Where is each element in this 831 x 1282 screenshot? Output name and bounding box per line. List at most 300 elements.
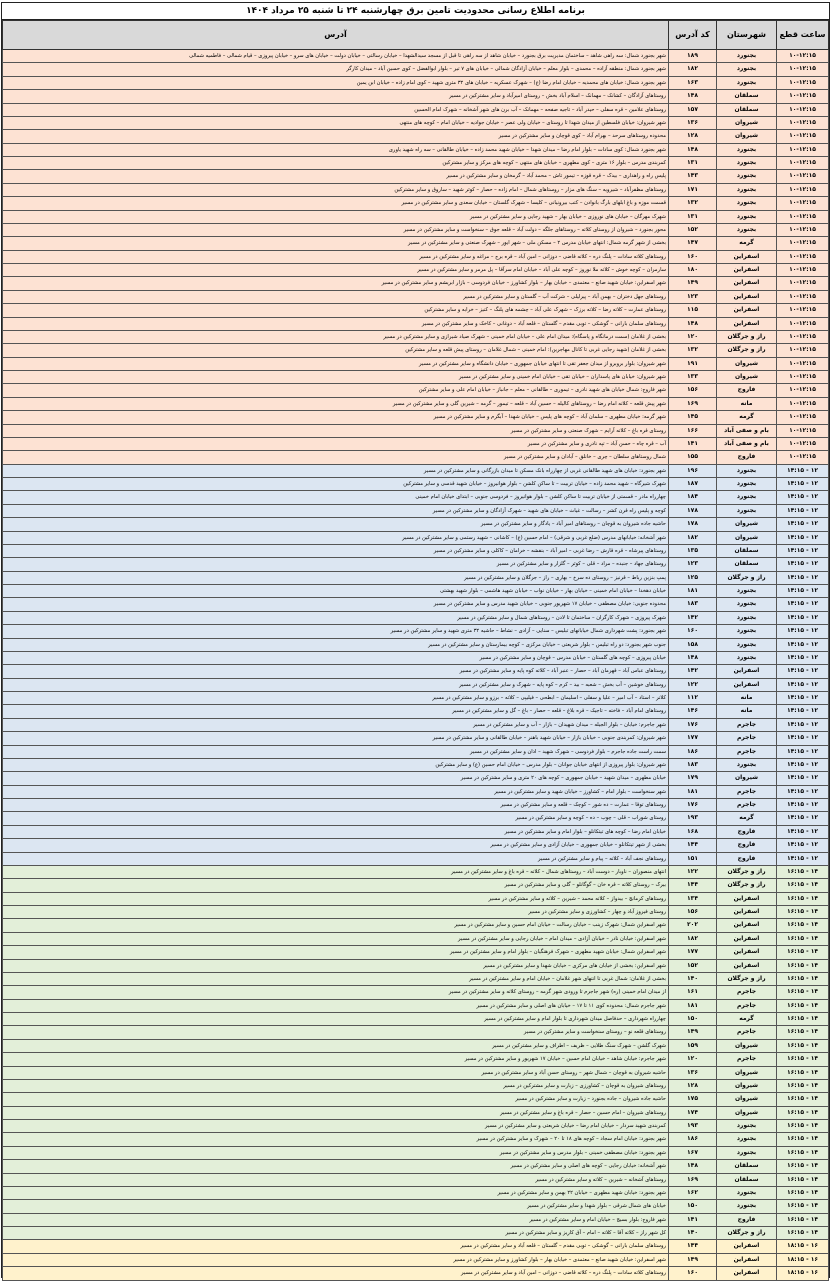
city-cell: گرمه — [717, 411, 777, 424]
address-cell: شهر آشخانه: خیابانهای مدرس (ضلع غربی و شرقی) – امام حسین (ع) – کاشانی – شهید رستمی و سایر مشترکین در مسیر — [3, 531, 669, 544]
table-row — [3, 544, 829, 557]
time-cell: ۱۴ - ۱۶:۱۵ — [777, 1039, 829, 1052]
code-cell: ۱۷۱ — [669, 183, 717, 196]
address-cell: شهرک شیرگاه – شهید محمد زاده – خیابان تربیت – تا ساکن کلشن – بلوار هوانیروز – خیابان شهید قدسی و سایر مشترکین — [3, 478, 669, 491]
code-cell: ۱۲۸ — [669, 1079, 717, 1092]
address-cell: روستاهای سلمان بارانی – گوشکی – توبی مقدم – گلستان – قلعه آباد و سایر مشترکین در مسیر — [3, 1240, 669, 1253]
time-cell: ۱۴ - ۱۶:۱۵ — [777, 1013, 829, 1026]
table-row — [3, 812, 829, 825]
table-row — [3, 183, 829, 196]
time-cell: ۱۲ - ۱۴:۱۵ — [777, 692, 829, 705]
table-row — [3, 197, 829, 210]
time-cell: ۱۲ - ۱۴:۱۵ — [777, 651, 829, 664]
city-cell: بجنورد — [717, 1133, 777, 1146]
table-row — [3, 852, 829, 865]
table-row — [3, 357, 829, 370]
table-row — [3, 1240, 829, 1253]
time-cell: ۱۰-۱۲:۱۵ — [777, 90, 829, 103]
table-row — [3, 785, 829, 798]
table-row — [3, 1213, 829, 1226]
code-cell: ۱۴۹ — [669, 1253, 717, 1266]
table-row — [3, 437, 829, 450]
address-cell: روستاهای مظفرآباد – شیرویه – سنگ های مزار – روستاهای شمال – امام زاده – حصار – کوثر شهید – ساروق و سایر مشترکین — [3, 183, 669, 196]
table-row — [3, 451, 829, 464]
table-row — [3, 50, 829, 63]
time-cell: ۱۲ - ۱۴:۱۵ — [777, 772, 829, 785]
address-cell: بخشی از شهر گرمه شمال: انتهای خیابان مدرس ۲ – مسکن ملی – شهر ایور – شهرک صنعتی و سایر مشترکین در مسیر — [3, 237, 669, 250]
city-cell: بجنورد — [717, 1186, 777, 1199]
address-cell: محدوده روستاهای سرحد – بهرام آباد – کوی قوچان و سایر مشترکین در مسیر — [3, 130, 669, 143]
code-cell: ۱۴۴ — [669, 1240, 717, 1253]
city-cell: بجنورد — [717, 758, 777, 771]
code-cell: ۱۸۲ — [669, 531, 717, 544]
time-cell: ۱۲ - ۱۴:۱۵ — [777, 852, 829, 865]
city-cell: جاجرم — [717, 745, 777, 758]
city-cell: جاجرم — [717, 999, 777, 1012]
time-cell: ۱۲ - ۱۴:۱۵ — [777, 839, 829, 852]
city-cell: بجنورد — [717, 1146, 777, 1159]
time-cell: ۱۲ - ۱۴:۱۵ — [777, 705, 829, 718]
city-cell: بجنورد — [717, 50, 777, 63]
time-cell: ۱۰-۱۲:۱۵ — [777, 317, 829, 330]
city-cell: بجنورد — [717, 478, 777, 491]
table-row — [3, 397, 829, 410]
code-cell: ۱۳۱ — [669, 210, 717, 223]
table-row — [3, 692, 829, 705]
city-cell: اسفراین — [717, 1253, 777, 1266]
city-cell: اسفراین — [717, 932, 777, 945]
time-cell: ۱۲ - ۱۴:۱۵ — [777, 625, 829, 638]
table-row — [3, 90, 829, 103]
time-cell: ۱۰-۱۲:۱۵ — [777, 103, 829, 116]
address-cell: روستاهای جهل دختران – بهمن آباد – پیرلیلی – شرکت آب – گلستان و سایر مشترکین در مسیر — [3, 290, 669, 303]
city-cell: شیروان — [717, 357, 777, 370]
table-row — [3, 1066, 829, 1079]
address-cell: روستاهای آشخانه – شیرین – کلاته و سایر مشترکین در مسیر — [3, 1173, 669, 1186]
time-cell: ۱۲ - ۱۴:۱۵ — [777, 464, 829, 477]
city-cell: اسفراین — [717, 919, 777, 932]
code-cell: ۱۶۱ — [669, 986, 717, 999]
city-cell: شیروان — [717, 371, 777, 384]
city-cell: جاجرم — [717, 732, 777, 745]
table-row — [3, 76, 829, 89]
time-cell: ۱۲ - ۱۴:۱۵ — [777, 638, 829, 651]
city-cell: شیروان — [717, 1079, 777, 1092]
table-row — [3, 264, 829, 277]
code-cell: ۱۹۳ — [669, 1120, 717, 1133]
city-cell: مانه — [717, 692, 777, 705]
time-cell: ۱۲ - ۱۴:۱۵ — [777, 785, 829, 798]
time-cell: ۱۲ - ۱۴:۱۵ — [777, 598, 829, 611]
address-cell: حاشیه جاده شیروان به قوچان – روستاهای امیر آباد – یادگار و سایر مشترکین در مسیر — [3, 518, 669, 531]
address-cell: شهر سنخواست – بلوار امام – کشاورز – خیابان شهید و سایر مشترکین در مسیر — [3, 785, 669, 798]
code-cell: ۱۶۷ — [669, 1146, 717, 1159]
code-cell: ۱۴۸ — [669, 90, 717, 103]
table-row — [3, 1039, 829, 1052]
time-cell: ۱۰-۱۲:۱۵ — [777, 237, 829, 250]
city-cell: فاروج — [717, 825, 777, 838]
address-cell: شهر شیروان: کمربندی جنوبی – خیابان بازار – خیابان شهید باهنر – خیابان طالقانی و سایر مشترکین در مسیر — [3, 732, 669, 745]
code-cell: ۱۸۶ — [669, 745, 717, 758]
time-cell: ۱۰-۱۲:۱۵ — [777, 290, 829, 303]
address-cell: شهر جاجرم شمال: محدوده کوی ۱۱ تا ۱۷ – خیابان های اصلی و سایر مشترکین در مسیر — [3, 999, 669, 1012]
city-cell: بجنورد — [717, 464, 777, 477]
address-cell: شهرک پیروزی – شهرک کارگران – ساختمان تا لادن – روستاهای شمال و سایر مشترکین در مسیر — [3, 611, 669, 624]
table-row — [3, 210, 829, 223]
city-cell: جاجرم — [717, 1026, 777, 1039]
city-cell: گرمه — [717, 812, 777, 825]
code-cell: ۱۳۳ — [669, 371, 717, 384]
code-cell: ۱۹۳ — [669, 812, 717, 825]
address-cell: کوچه و پلیس راه قرن کشر – رسالت – غیاث – خیابان های شهید – شهرک آزادگان و سایر مشترکین در مسیر — [3, 504, 669, 517]
address-cell: روستاهای کلاته سادات – پلنگ دره – کلاته قاضی – دوزانی – امین آباد – قره برج – مراغه و سایر مشترکین در مسیر — [3, 250, 669, 263]
code-cell: ۱۴۸ — [669, 317, 717, 330]
table-row — [3, 959, 829, 972]
time-cell: ۱۰-۱۲:۱۵ — [777, 130, 829, 143]
table-row — [3, 705, 829, 718]
code-cell: ۱۵۱ — [669, 852, 717, 865]
city-cell: اسفراین — [717, 678, 777, 691]
code-cell: ۱۲۰ — [669, 330, 717, 343]
city-cell: جاجرم — [717, 986, 777, 999]
table-row — [3, 277, 829, 290]
address-cell: بخشی از شهر تیتکانلو – خیابان جمهوری – خیابان آزادی و سایر مشترکین در مسیر — [3, 839, 669, 852]
table-row — [3, 1267, 829, 1280]
code-cell: ۱۸۲ — [669, 932, 717, 945]
table-row — [3, 879, 829, 892]
address-cell: روستاهای علامین – قره سفلی – حیدر آباد – تاجیه صفحه – مهمانک – آب برن های شهر آشخانه – شهرک امام الحسین — [3, 103, 669, 116]
address-cell: شهر بجنورد: خیابان مصطفی خمینی – بلوار مدرس و سایر مشترکین در مسیر — [3, 1146, 669, 1159]
time-cell: ۱۴ - ۱۶:۱۵ — [777, 1146, 829, 1159]
address-cell: روستاهای نجف آباد – کلاته – پیام و سایر مشترکین در مسیر — [3, 852, 669, 865]
table-row — [3, 411, 829, 424]
code-cell: ۱۵۸ — [669, 638, 717, 651]
city-cell: بام و صفی آباد — [717, 424, 777, 437]
code-cell: ۱۶۰ — [669, 250, 717, 263]
code-cell: ۱۷۵ — [669, 1093, 717, 1106]
code-cell: ۱۴۸ — [669, 651, 717, 664]
code-cell: ۱۱۵ — [669, 304, 717, 317]
code-cell: ۱۶۶ — [669, 424, 717, 437]
code-cell: ۱۳۲ — [669, 344, 717, 357]
address-cell: شهر بجنورد: خیابان های شهید طالقانی غربی از چهارراه بانک مسکن تا میدان بازرگانی و سایر مشترکین در مسیر — [3, 464, 669, 477]
time-cell: ۱۴ - ۱۶:۱۵ — [777, 1079, 829, 1092]
city-cell: اسفراین — [717, 264, 777, 277]
time-cell: ۱۲ - ۱۴:۱۵ — [777, 812, 829, 825]
city-cell: سملقان — [717, 103, 777, 116]
address-cell: پلیس راه و راهداری – بیدک – قره قوزه – تیمور تاش – محمد آباد – گرمخان و سایر مشترکین در مسیر — [3, 170, 669, 183]
city-cell: راز و جرگلان — [717, 972, 777, 985]
code-cell: ۱۸۷ — [669, 478, 717, 491]
code-cell: ۱۷۶ — [669, 799, 717, 812]
table-row — [3, 932, 829, 945]
time-cell: ۱۰-۱۲:۱۵ — [777, 357, 829, 370]
city-cell: راز و جرگلان — [717, 344, 777, 357]
code-cell: ۱۴۴ — [669, 879, 717, 892]
address-cell: حاشیه جاده شیروان – جاده بجنورد – زیارت و سایر مشترکین در مسیر — [3, 1093, 669, 1106]
time-cell: ۱۰-۱۲:۱۵ — [777, 76, 829, 89]
address-cell: روستاهای جهاد – جنبده – مراد – قلی – کوثر – گلزار و سایر مشترکین در مسیر — [3, 558, 669, 571]
time-cell: ۱۴ - ۱۶:۱۵ — [777, 865, 829, 878]
time-cell: ۱۰-۱۲:۱۵ — [777, 116, 829, 129]
city-cell: شیروان — [717, 531, 777, 544]
time-cell: ۱۲ - ۱۴:۱۵ — [777, 611, 829, 624]
code-cell: ۱۶۳ — [669, 76, 717, 89]
table-row — [3, 330, 829, 343]
code-cell: ۱۵۲ — [669, 959, 717, 972]
address-cell: شهر بجنورد شمال: کوی سادات – بلوار امام رضا – میدان شهدا – خیابان شهید محمد زاده – خیابان طالقانی – سه راه شهید یاوری — [3, 143, 669, 156]
table-row — [3, 317, 829, 330]
code-cell: ۱۱۲ — [669, 692, 717, 705]
address-cell: کلاتر – استاد – آب امیر – علیا و سفلی – اسلیمان – ابطحی – فیلیپی – کلاته – برزو و سایر مشترکین در مسیر — [3, 692, 669, 705]
table-row — [3, 103, 829, 116]
code-cell: ۱۹۱ — [669, 357, 717, 370]
city-cell: بجنورد — [717, 76, 777, 89]
table-row — [3, 585, 829, 598]
time-cell: ۱۴ - ۱۶:۱۵ — [777, 1173, 829, 1186]
time-cell: ۱۴ - ۱۶:۱۵ — [777, 1186, 829, 1199]
city-cell: بجنورد — [717, 143, 777, 156]
city-cell: شیروان — [717, 116, 777, 129]
code-cell: ۱۷۷ — [669, 946, 717, 959]
code-cell: ۱۸۲ — [669, 63, 717, 76]
code-cell: ۱۳۶ — [669, 116, 717, 129]
address-cell: از میدان امام خمینی (ره) شهر جاجرم تا ورودی شهر گرمه – روستای کلاته و سایر مشترکین در مسیر — [3, 986, 669, 999]
city-cell: بجنورد — [717, 63, 777, 76]
city-cell: اسفراین — [717, 1267, 777, 1280]
code-cell: ۱۶۰ — [669, 625, 717, 638]
table-row — [3, 130, 829, 143]
time-cell: ۱۰-۱۲:۱۵ — [777, 304, 829, 317]
city-cell: بجنورد — [717, 625, 777, 638]
code-cell: ۱۴۱ — [669, 1213, 717, 1226]
time-cell: ۱۴ - ۱۶:۱۵ — [777, 1227, 829, 1240]
time-cell: ۱۲ - ۱۴:۱۵ — [777, 758, 829, 771]
code-cell: ۱۴۹ — [669, 1026, 717, 1039]
table-row — [3, 892, 829, 905]
table-row — [3, 116, 829, 129]
address-cell: روستاهای سلمان بارانی – گوشکی – توبی مقدم – گلستان – قلعه آباد – دوغانی – کاخک و سایر مشترکین در مسیر — [3, 317, 669, 330]
code-cell: ۱۴۰ — [669, 972, 717, 985]
table-row — [3, 799, 829, 812]
time-cell: ۱۴ - ۱۶:۱۵ — [777, 1053, 829, 1066]
time-cell: ۱۰-۱۲:۱۵ — [777, 197, 829, 210]
code-cell: ۱۴۲ — [669, 611, 717, 624]
time-cell: ۱۰-۱۲:۱۵ — [777, 170, 829, 183]
city-cell: اسفراین — [717, 1240, 777, 1253]
table-row — [3, 558, 829, 571]
code-cell: ۱۵۵ — [669, 451, 717, 464]
code-cell: ۱۸۳ — [669, 598, 717, 611]
city-cell: بجنورد — [717, 504, 777, 517]
city-cell: بجنورد — [717, 638, 777, 651]
city-cell: اسفراین — [717, 277, 777, 290]
schedule-table — [2, 20, 829, 1281]
code-cell: ۱۶۲ — [669, 1186, 717, 1199]
city-cell: راز و جرگلان — [717, 330, 777, 343]
city-cell: سملقان — [717, 1160, 777, 1173]
table-row — [3, 464, 829, 477]
city-cell: بجنورد — [717, 223, 777, 236]
table-row — [3, 1106, 829, 1119]
time-cell: ۱۴ - ۱۶:۱۵ — [777, 1200, 829, 1213]
time-cell: ۱۴ - ۱۶:۱۵ — [777, 1026, 829, 1039]
header-code: کد آدرس — [669, 21, 717, 50]
city-cell: شیروان — [717, 1039, 777, 1052]
city-cell: اسفراین — [717, 959, 777, 972]
address-cell: شهر پیش قلعه – کلاته امام رضا – روستاهای کالیله – حسین آباد – قلعه – تیمور – گرمه – شیرین گلی و سایر مشترکین در مسیر — [3, 397, 669, 410]
city-cell: اسفراین — [717, 906, 777, 919]
table-row — [3, 1053, 829, 1066]
address-cell: خیابان های شمال شرقی – بلوار شهدا و سایر مشترکین در مسیر — [3, 1200, 669, 1213]
address-cell: سمت راست جاده جاجرم – بلوار فردوسی – شهرک شهید – اذان و سایر مشترکین در مسیر — [3, 745, 669, 758]
address-cell: چهارراه مادر – قسمتی از خیابان تربیت تا ساکن کلشن – بلوار هوانیروز – فردوسی جنوبی – ابتدای خیابان امام خمینی — [3, 491, 669, 504]
time-cell: ۱۶ - ۱۸:۱۵ — [777, 1267, 829, 1280]
city-cell: فاروج — [717, 384, 777, 397]
city-cell: بجنورد — [717, 1200, 777, 1213]
city-cell: جاجرم — [717, 785, 777, 798]
time-cell: ۱۰-۱۲:۱۵ — [777, 424, 829, 437]
address-cell: خیابان پیروزی – کوچه های گلستان – خیابان مدرس – قوچان و سایر مشترکین در مسیر — [3, 651, 669, 664]
city-cell: شیروان — [717, 1093, 777, 1106]
time-cell: ۱۲ - ۱۴:۱۵ — [777, 544, 829, 557]
city-cell: بجنورد — [717, 197, 777, 210]
code-cell: ۱۴۱ — [669, 437, 717, 450]
table-row — [3, 157, 829, 170]
address-cell: شهر بجنورد شمال: سه راهی شاهد – ساختمان مدیریت برق بجنورد – خیابان شاهد از سه راهی تا قبل از مسجد سیدالشهدا – خیابان رسالتی – خیابان دولت – خیابان های سرو – خیابان پیروزی – قیام شمالی – فاطمیه شمالی — [3, 50, 669, 63]
address-cell: شهر شیروان: خیابان های پاسداران – خیابان تقی – خیابان امام خمینی و سایر مشترکین در مسیر — [3, 371, 669, 384]
time-cell: ۱۰-۱۲:۱۵ — [777, 330, 829, 343]
address-cell: شهر شیروان: خیابان فلسطین از میدان شهدا تا روستای – خیابان ولی عصر – خیابان جوادیه – خیابان امام – کوچه های منتهی — [3, 116, 669, 129]
code-cell: ۱۸۴ — [669, 491, 717, 504]
time-cell: ۱۰-۱۲:۱۵ — [777, 277, 829, 290]
address-cell: شهر جاجرم: خیابان – بلوار الجیله – میدان شهیدان – بازار – آب و سایر مشترکین در مسیر — [3, 718, 669, 731]
city-cell: شیروان — [717, 130, 777, 143]
address-cell: شهرک مهرگان – خیابان های نوروزی – خیابان بهار – شهید رجایی و سایر مشترکین در مسیر — [3, 210, 669, 223]
table-row — [3, 1120, 829, 1133]
table-row — [3, 424, 829, 437]
city-cell: سملقان — [717, 1173, 777, 1186]
city-cell: مانه — [717, 397, 777, 410]
table-row — [3, 1146, 829, 1159]
address-cell: شهر جاجرم: خیابان شاهد – خیابان امام حسین – خیابان ۱۷ شهریور و سایر مشترکین در مسیر — [3, 1053, 669, 1066]
table-row — [3, 531, 829, 544]
code-cell: ۱۵۹ — [669, 1039, 717, 1052]
city-cell: بجنورد — [717, 491, 777, 504]
table-row — [3, 237, 829, 250]
code-cell: ۱۳۱ — [669, 157, 717, 170]
time-cell: ۱۰-۱۲:۱۵ — [777, 210, 829, 223]
address-cell: روستاهای امام آباد – فاخته – تاجیک – قره بلاغ – قلعه – حصار – باغ – گل و سایر مشترکین در مسیر — [3, 705, 669, 718]
table-row — [3, 1186, 829, 1199]
code-cell: ۱۴۳ — [669, 170, 717, 183]
code-cell: ۱۲۰ — [669, 1053, 717, 1066]
time-cell: ۱۰-۱۲:۱۵ — [777, 397, 829, 410]
city-cell: اسفراین — [717, 665, 777, 678]
table-row — [3, 344, 829, 357]
city-cell: جاجرم — [717, 1053, 777, 1066]
code-cell: ۱۴۶ — [669, 705, 717, 718]
code-cell: ۱۳۲ — [669, 197, 717, 210]
address-cell: روستاهای عباس آباد – قهرمان آباد – حصار – عنبر آباد – کلاته کوه پایه و سایر مشترکین در مسیر — [3, 665, 669, 678]
table-row — [3, 906, 829, 919]
city-cell: شیروان — [717, 1066, 777, 1079]
city-cell: اسفراین — [717, 946, 777, 959]
table-row — [3, 1160, 829, 1173]
time-cell: ۱۲ - ۱۴:۱۵ — [777, 718, 829, 731]
table-row — [3, 839, 829, 852]
address-cell: حاشیه شیروان به قوچان – شمال شهر – روستای حسن آباد و سایر مشترکین در مسیر — [3, 1066, 669, 1079]
table-row — [3, 986, 829, 999]
table-row — [3, 290, 829, 303]
time-cell: ۱۴ - ۱۶:۱۵ — [777, 892, 829, 905]
city-cell: بجنورد — [717, 170, 777, 183]
city-cell: بجنورد — [717, 585, 777, 598]
address-cell: شهر گرمه: خیابان مطهری – سلمان آباد – کوچه های پلیس – خیابان شهدا – آبگرم و سایر مشترکین در مسیر — [3, 411, 669, 424]
address-cell: پمپ بنزین رباط – قرنیز – روستای ده سرخ – بهاری – راز – جرگلان و سایر مشترکین در مسیر — [3, 571, 669, 584]
table-row — [3, 1013, 829, 1026]
address-cell: خیابان دهخدا – خیابان امام خمینی – خیابان بهار – خیابان نواب – خیابان شهید هاشمی – بلوار شهید بهشتی — [3, 585, 669, 598]
code-cell: ۱۴۹ — [669, 277, 717, 290]
table-row — [3, 625, 829, 638]
time-cell: ۱۴ - ۱۶:۱۵ — [777, 1213, 829, 1226]
address-cell: شهر اسفراین شمال: شهرک زینب – خیابان رسالت – خیابان امام حسین و سایر مشترکین در مسیر — [3, 919, 669, 932]
table-row — [3, 638, 829, 651]
code-cell: ۲۰۲ — [669, 919, 717, 932]
city-cell: مانه — [717, 705, 777, 718]
address-cell: جنوب شهر بجنورد: دو راه تبلیس – بلوار شریعتی – خیابان مرکزی – کوچه بیمارستان و سایر مشترکین در مسیر — [3, 638, 669, 651]
address-cell: شهر اسفراین: بخشی از خیابان های مرکزی – خیابان شهدا و سایر مشترکین در مسیر — [3, 959, 669, 972]
table-row — [3, 250, 829, 263]
city-cell: بجنورد — [717, 157, 777, 170]
city-cell: فاروج — [717, 839, 777, 852]
address-cell: شهر آشخانه: خیابان رجایی – کوچه های اصلی و سایر مشترکین در مسیر — [3, 1160, 669, 1173]
address-cell: کمربندی مدرس – بلوار ۱۶ متری – کوی مطهری – خیابان های منتهی – کوچه های مرکز و سایر مشترکین — [3, 157, 669, 170]
table-row — [3, 1227, 829, 1240]
code-cell: ۱۷۸ — [669, 504, 717, 517]
table-row — [3, 504, 829, 517]
address-cell: شهر بجنورد: پشت شهرداری شمال خیابانهای تبلیس – سنایی – آزادی – نشاط – حاشیه ۳۲ متری شهید و سایر مشترکین در مسیر — [3, 625, 669, 638]
code-cell: ۱۸۶ — [669, 1133, 717, 1146]
code-cell: ۱۸۱ — [669, 785, 717, 798]
time-cell: ۱۰-۱۲:۱۵ — [777, 411, 829, 424]
address-cell: روستاهای شیروان – امام حسین – حصار – قره باغ و سایر مشترکین در مسیر — [3, 1106, 669, 1119]
address-cell: شهر اسفراین: خیابان شهید صانع – معتمدی – خیابان بهار – بلوار کشاورز – خیابان فردوسی – بازار ابریشم و سایر مشترکین در مسیر — [3, 277, 669, 290]
address-cell: شهرک گلشن – شهرک سنگ طلایی – ظریف – اطراف و سایر مشترکین در مسیر — [3, 1039, 669, 1052]
city-cell: راز و جرگلان — [717, 1227, 777, 1240]
table-row — [3, 223, 829, 236]
time-cell: ۱۰-۱۲:۱۵ — [777, 437, 829, 450]
code-cell: ۱۳۶ — [669, 1066, 717, 1079]
city-cell: اسفراین — [717, 250, 777, 263]
time-cell: ۱۴ - ۱۶:۱۵ — [777, 1160, 829, 1173]
city-cell: اسفراین — [717, 290, 777, 303]
table-row — [3, 745, 829, 758]
code-cell: ۱۷۴ — [669, 1106, 717, 1119]
code-cell: ۱۶۹ — [669, 1173, 717, 1186]
time-cell: ۱۲ - ۱۴:۱۵ — [777, 585, 829, 598]
address-cell: روستاهای خوشین – آب بخش – شعبه – بید – کرم – کوه پایه – شهرک و سایر مشترکین در مسیر — [3, 678, 669, 691]
time-cell: ۱۴ - ۱۶:۱۵ — [777, 972, 829, 985]
address-cell: چهارراه شهرداری – حدفاصل میدان شهرداری تا بلوار امام و سایر مشترکین در مسیر — [3, 1013, 669, 1026]
time-cell: ۱۶ - ۱۸:۱۵ — [777, 1240, 829, 1253]
address-cell: شهر شیروان: بلوار بروبرو از میدان جعفر تقی تا انتهای خیابان جمهوری – خیابان دانشگاه و سایر مشترکین در مسیر — [3, 357, 669, 370]
code-cell: ۱۳۴ — [669, 892, 717, 905]
table-row — [3, 665, 829, 678]
time-cell: ۱۰-۱۲:۱۵ — [777, 157, 829, 170]
address-cell: روستاهای پیرشاه – قره قارش – رضا غربی – امیر آباد – بنفشه – خرامان – کاکلی و سایر مشترکین در مسیر — [3, 544, 669, 557]
code-cell: ۱۵۶ — [669, 384, 717, 397]
